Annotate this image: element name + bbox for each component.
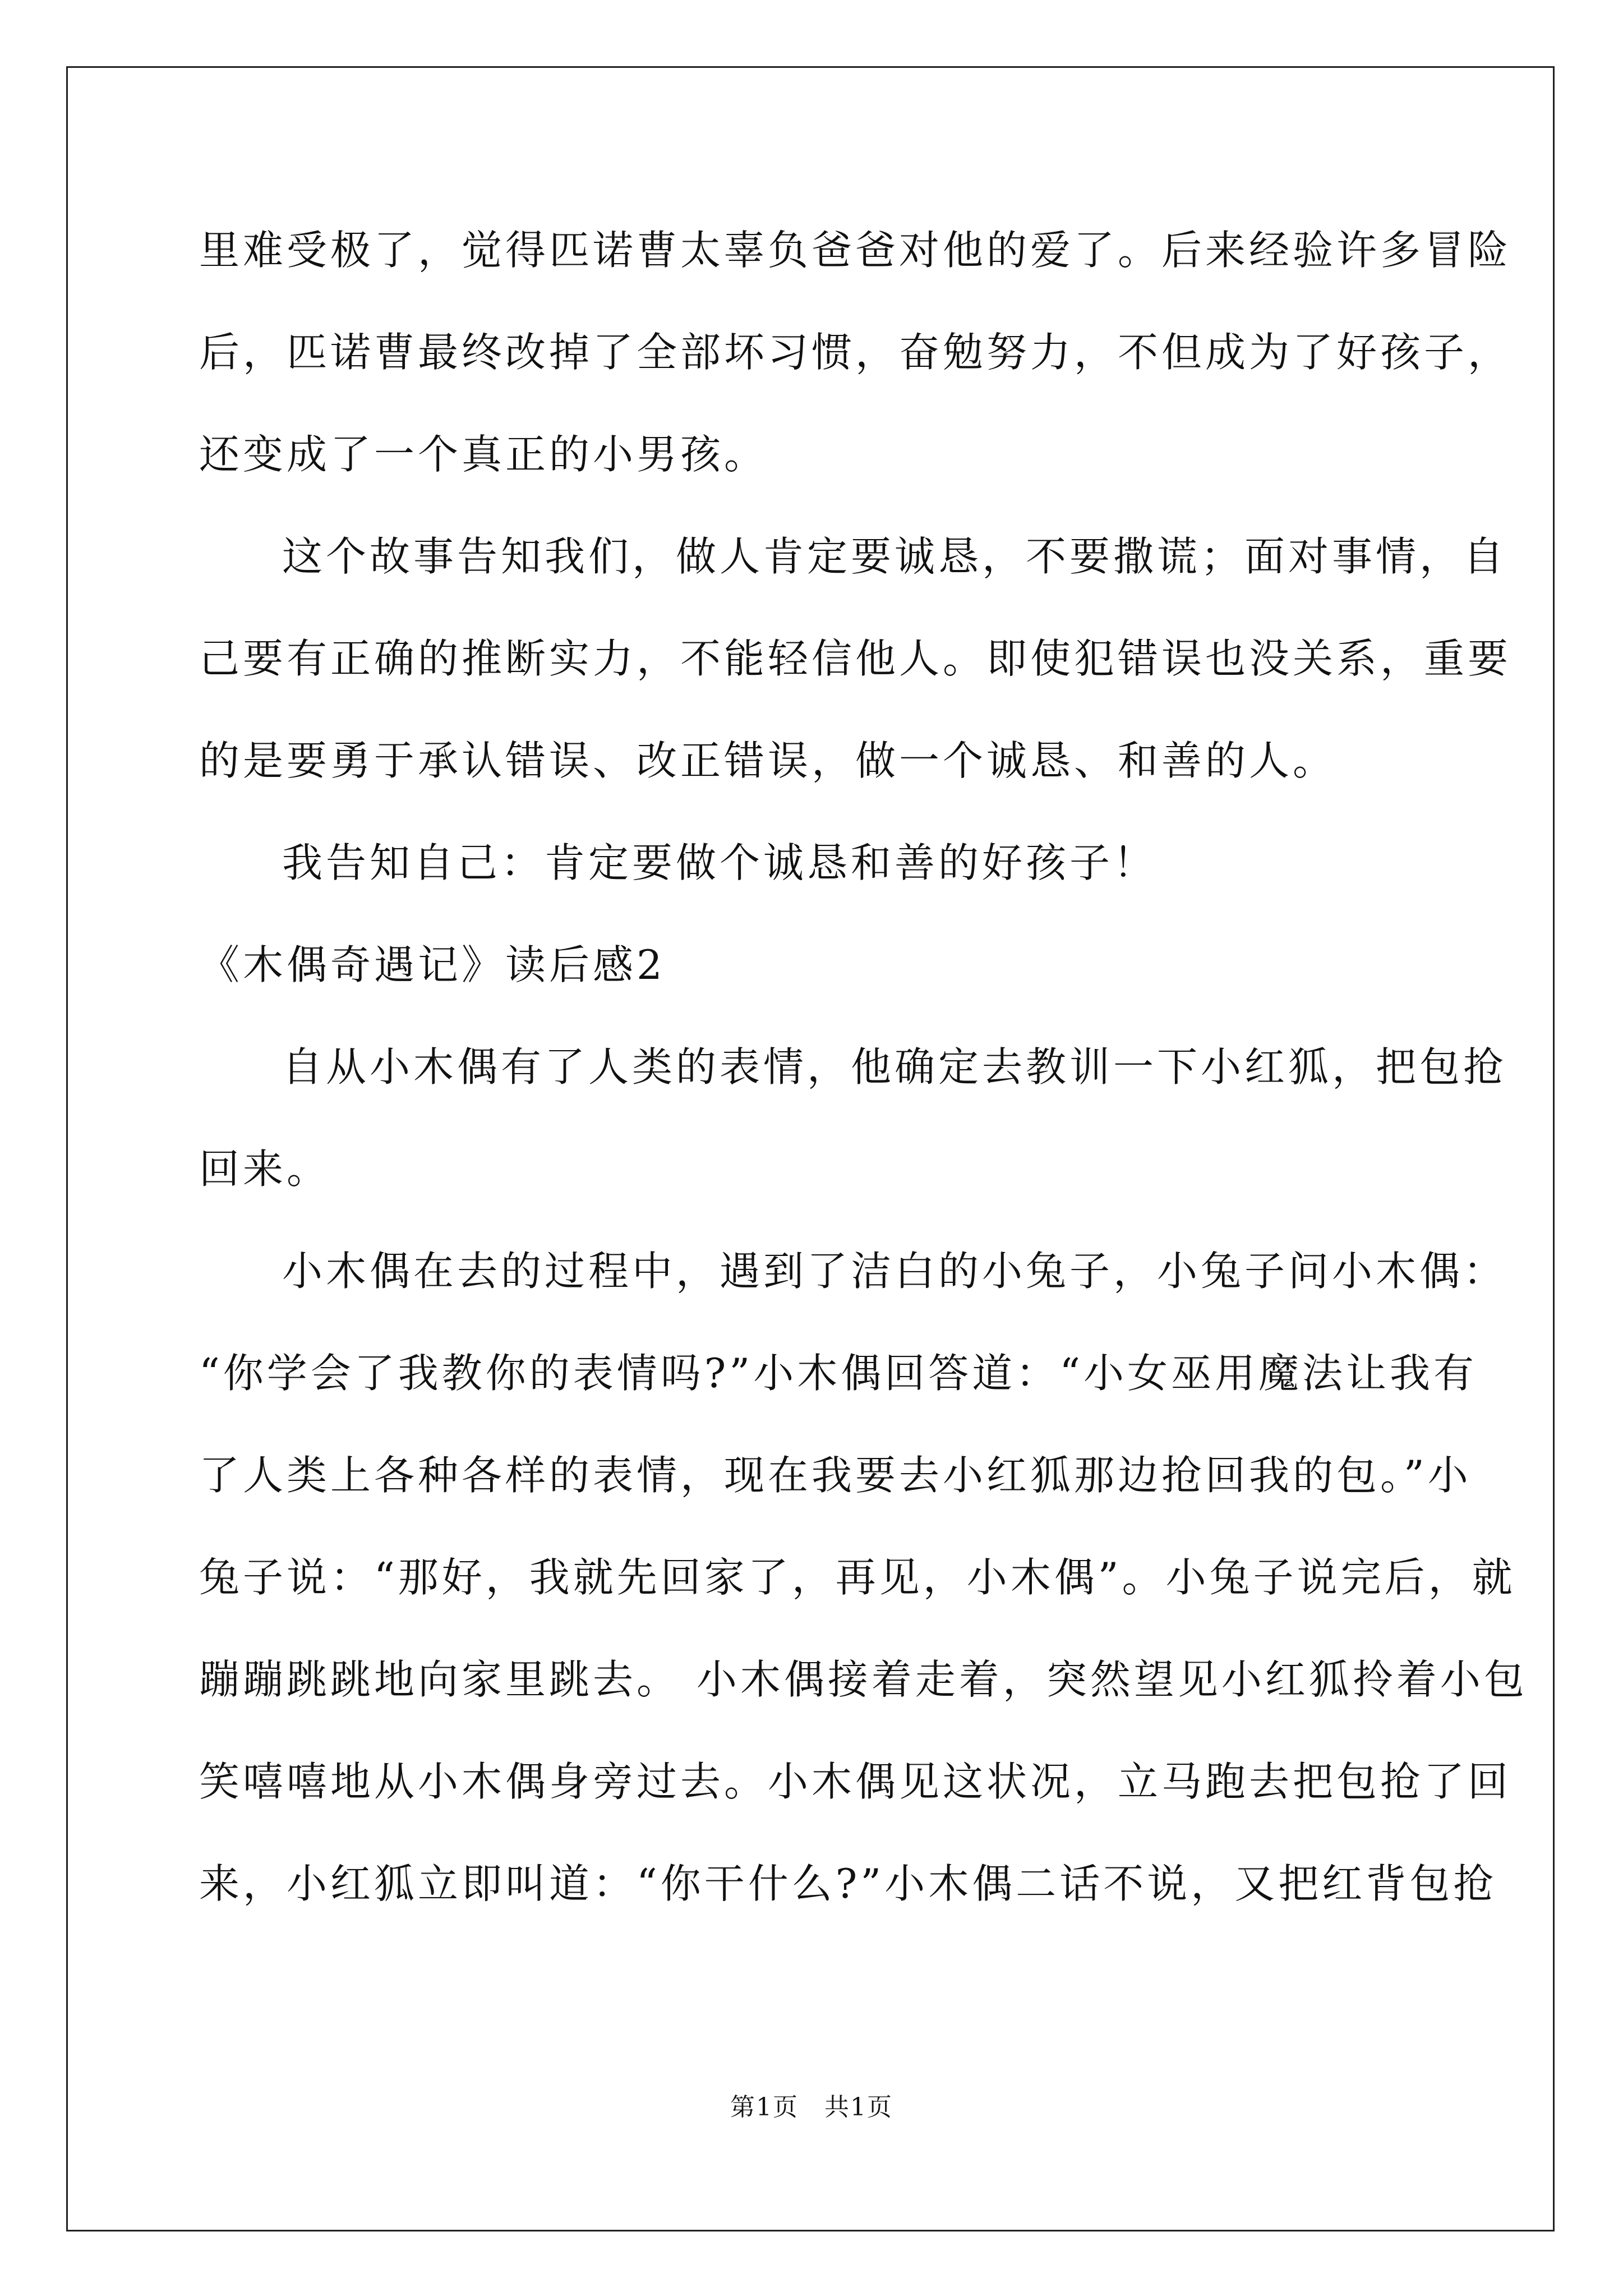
text-line: 己要有正确的推断实力，不能轻信他人。即使犯错误也没关系，重要 [199, 635, 1512, 682]
text-line: 小木偶在去的过程中，遇到了洁白的小兔子，小兔子问小木偶： [282, 1248, 1507, 1295]
text-line: 笑嘻嘻地从小木偶身旁过去。小木偶见这状况，立马跑去把包抢了回 [199, 1758, 1512, 1805]
text-line: 里难受极了，觉得匹诺曹太辜负爸爸对他的爱了。后来经验许多冒险 [199, 227, 1512, 274]
text-line: 还变成了一个真正的小男孩。 [199, 431, 768, 478]
text-line: 我告知自己：肯定要做个诚恳和善的好孩子！ [282, 839, 1158, 886]
text-line: 的是要勇于承认错误、改正错误，做一个诚恳、和善的人。 [199, 737, 1337, 784]
text-line: 后，匹诺曹最终改掉了全部坏习惯，奋勉努力，不但成为了好孩子， [199, 329, 1512, 376]
text-line: 蹦蹦跳跳地向家里跳去。 小木偶接着走着，突然望见小红狐拎着小包 [199, 1656, 1528, 1703]
text-line: 来，小红狐立即叫道：“你干什么?”小木偶二话不说，又把红背包抢 [199, 1860, 1497, 1907]
document-body [199, 199, 1528, 1935]
section-heading: 《木偶奇遇记》读后感2 [199, 941, 666, 988]
text-line: 回来。 [199, 1145, 331, 1193]
text-line: 这个故事告知我们，做人肯定要诚恳，不要撒谎；面对事情，自 [282, 533, 1507, 580]
text-line: “你学会了我教你的表情吗?”小木偶回答道：“小女巫用魔法让我有 [199, 1350, 1478, 1397]
text-line: 了人类上各种各样的表情，现在我要去小红狐那边抢回我的包。”小 [199, 1452, 1472, 1499]
page-footer: 第1页 共1页 [730, 2093, 893, 2122]
text-line: 兔子说：“那好，我就先回家了，再见，小木偶”。小兔子说完后，就 [199, 1554, 1516, 1601]
text-line: 自从小木偶有了人类的表情，他确定去教训一下小红狐，把包抢 [282, 1043, 1507, 1091]
